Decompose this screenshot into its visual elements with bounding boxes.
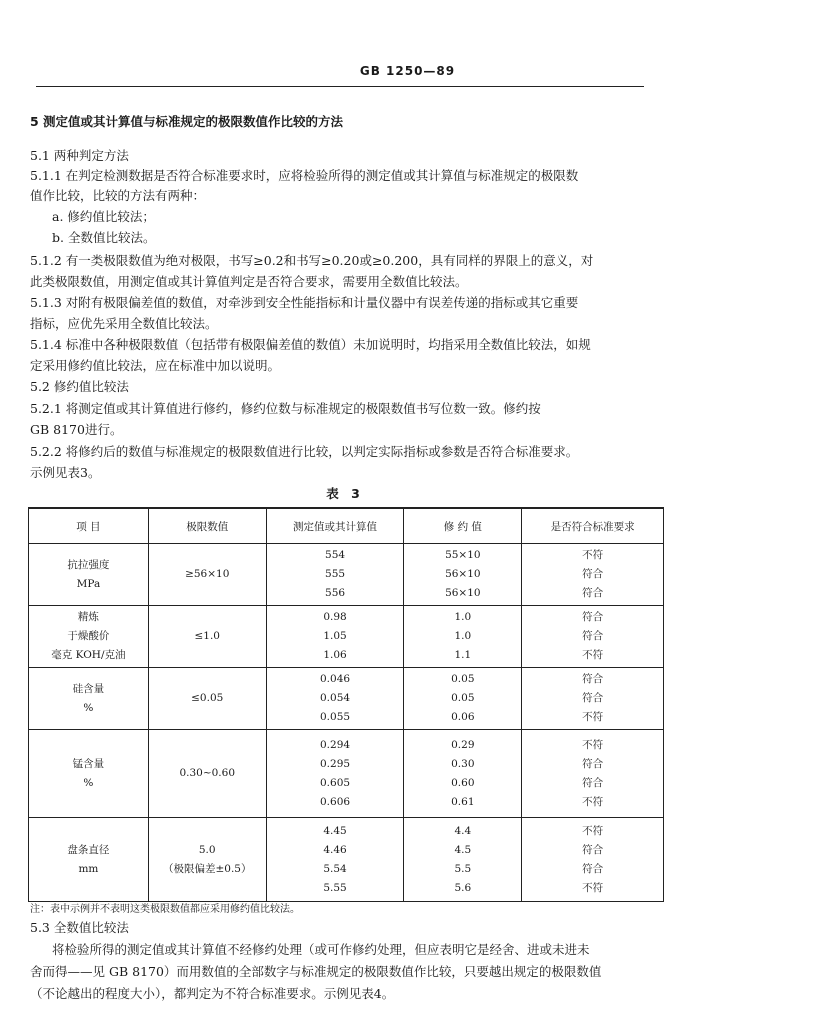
result-value: 符合 <box>582 673 604 685</box>
col-header-rounded: 修 约 值 <box>404 508 522 544</box>
para-5-1-1-line1: 5.1.1 在判定检测数据是否符合标准要求时，应将检验所得的测定值或其计算值与标准规定的极限数 <box>30 168 579 183</box>
row-rounded <box>404 818 522 902</box>
measured-value: 5.55 <box>323 881 347 894</box>
measured-value: 0.295 <box>320 757 351 770</box>
para-5-2-1-line2: GB 8170进行。 <box>30 422 123 437</box>
table-row <box>29 668 664 730</box>
row-limit <box>148 730 266 818</box>
result-value: 符合 <box>582 568 604 580</box>
section-5-3-title: 5.3 全数值比较法 <box>30 920 129 935</box>
measured-value: 555 <box>325 568 346 580</box>
item-name: 精炼 <box>77 611 99 623</box>
col-header-limit: 极限数值 <box>148 508 266 544</box>
col-header-result: 是否符合标准要求 <box>522 508 664 544</box>
limit-value: ≤0.05 <box>191 692 224 704</box>
result-value: 不符 <box>582 549 604 561</box>
table-3-note: 注：表中示例并不表明这类极限数值都应采用修约值比较法。 <box>30 904 300 915</box>
row-item <box>29 668 149 730</box>
result-value: 符合 <box>582 611 604 623</box>
rounded-value: 4.5 <box>454 843 472 856</box>
result-value: 不符 <box>582 738 604 751</box>
rounded-value: 5.6 <box>454 881 472 894</box>
para-5-1-1-line2: 值作比较，比较的方法有两种： <box>30 188 206 203</box>
measured-value: 0.98 <box>323 611 347 623</box>
measured-value: 1.06 <box>323 649 347 661</box>
page-header-code: GB 1250—89 <box>359 64 456 78</box>
rounded-value: 0.29 <box>451 738 475 751</box>
result-value: 符合 <box>582 843 604 856</box>
rounded-value: 1.0 <box>454 630 472 642</box>
row-limit <box>148 544 266 606</box>
item-unit: MPa <box>76 577 101 590</box>
measured-value: 0.046 <box>320 673 351 685</box>
para-5-1-3-line1: 5.1.3 对附有极限偏差值的数值，对牵涉到安全性能指标和计量仪器中有误差传递的指标或其它重要 <box>30 295 579 310</box>
row-rounded <box>404 544 522 606</box>
row-measured <box>266 606 404 668</box>
row-limit <box>148 818 266 902</box>
rounded-value: 1.0 <box>454 611 472 623</box>
row-item <box>29 544 149 606</box>
row-result <box>522 544 664 606</box>
limit-value: ≤1.0 <box>194 630 220 642</box>
col-header-item: 项 目 <box>29 508 149 544</box>
rounded-value: 0.06 <box>451 711 475 723</box>
result-value: 不符 <box>582 649 604 661</box>
header-rule <box>36 86 644 87</box>
measured-value: 5.54 <box>323 862 347 875</box>
measured-value: 0.054 <box>320 692 351 704</box>
measured-value: 0.055 <box>320 711 351 723</box>
result-value: 符合 <box>582 757 604 770</box>
measured-value: 4.45 <box>323 824 347 837</box>
row-measured <box>266 668 404 730</box>
measured-value: 556 <box>325 587 346 599</box>
rounded-value: 56×10 <box>445 568 481 580</box>
result-value: 符合 <box>582 630 604 642</box>
row-measured <box>266 818 404 902</box>
section-5-2-title: 5.2 修约值比较法 <box>30 379 129 394</box>
item-name: 锰含量 <box>72 757 105 770</box>
row-measured <box>266 730 404 818</box>
item-name: 硅含量 <box>72 682 105 695</box>
result-value: 不符 <box>582 795 604 808</box>
rounded-value: 55×10 <box>445 549 481 561</box>
row-rounded <box>404 606 522 668</box>
para-5-3-line3: （不论越出的程度大小），都判定为不符合标准要求。示例见表4。 <box>30 986 395 1001</box>
result-value: 符合 <box>582 692 604 704</box>
result-value: 不符 <box>582 711 604 723</box>
para-5-3-line1: 将检验所得的测定值或其计算值不经修约处理（或可作修约处理，但应表明它是经舍、进或未进未 <box>52 942 590 957</box>
result-value: 不符 <box>582 824 604 837</box>
measured-value: 554 <box>325 549 346 561</box>
para-5-1-2-line1: 5.1.2 有一类极限数值为绝对极限，书写≥0.2和书写≥0.20或≥0.200，具有同样的界限上的意义，对 <box>30 253 594 268</box>
limit-value: ≥56×10 <box>185 568 230 580</box>
para-5-2-2-line2: 示例见表3。 <box>30 465 101 480</box>
item-name: 抗拉强度 <box>67 558 110 571</box>
table-row <box>29 730 664 818</box>
rounded-value: 0.60 <box>451 776 475 789</box>
limit-value: 0.30~0.60 <box>179 767 235 779</box>
measured-value: 4.46 <box>323 843 347 856</box>
measured-value: 1.05 <box>323 630 347 642</box>
row-item <box>29 606 149 668</box>
rounded-value: 4.4 <box>454 824 472 837</box>
row-measured <box>266 544 404 606</box>
list-item-a: a. 修约值比较法； <box>52 209 155 224</box>
measured-value: 0.606 <box>320 795 351 808</box>
table-3 <box>28 507 664 902</box>
para-5-1-4-line1: 5.1.4 标准中各种极限数值（包括带有极限偏差值的数值）未加说明时，均指采用全数值比较法，如规 <box>30 337 591 352</box>
rounded-value: 0.61 <box>451 795 475 808</box>
para-5-1-2-line2: 此类极限数值，用测定值或其计算值判定是否符合要求，需要用全数值比较法。 <box>30 274 468 289</box>
row-rounded <box>404 730 522 818</box>
rounded-value: 0.30 <box>451 757 475 770</box>
result-value: 符合 <box>582 587 604 599</box>
result-value: 不符 <box>582 881 604 894</box>
row-limit <box>148 668 266 730</box>
list-item-b: b. 全数值比较法。 <box>52 230 156 245</box>
item-unit: 毫克 KOH/克油 <box>51 649 126 661</box>
table-row <box>29 606 664 668</box>
rounded-value: 0.05 <box>451 673 475 685</box>
row-item <box>29 818 149 902</box>
rounded-value: 1.1 <box>454 649 472 661</box>
para-5-3-line2: 舍而得——见 GB 8170）而用数值的全部数字与标准规定的极限数值作比较，只要越出规定的极限数值 <box>30 964 602 979</box>
col-header-measured: 测定值或其计算值 <box>266 508 404 544</box>
limit-tolerance: （极限偏差±0.5） <box>162 862 252 875</box>
table-row <box>29 544 664 606</box>
result-value: 符合 <box>582 776 604 789</box>
row-result <box>522 606 664 668</box>
measured-value: 0.294 <box>320 738 351 751</box>
item-name: 盘条直径 <box>67 843 110 856</box>
item-unit: % <box>83 776 94 789</box>
section-5-heading: 5 测定值或其计算值与标准规定的极限数值作比较的方法 <box>30 114 344 129</box>
table-row <box>29 818 664 902</box>
row-rounded <box>404 668 522 730</box>
limit-value: 5.0 <box>198 843 216 856</box>
row-limit <box>148 606 266 668</box>
item-unit: mm <box>78 862 99 875</box>
result-value: 符合 <box>582 862 604 875</box>
row-result <box>522 730 664 818</box>
item-unit: % <box>83 701 94 714</box>
rounded-value: 0.05 <box>451 692 475 704</box>
section-5-1-title: 5.1 两种判定方法 <box>30 148 129 163</box>
measured-value: 0.605 <box>320 776 351 789</box>
para-5-1-4-line2: 定采用修约值比较法，应在标准中加以说明。 <box>30 358 281 373</box>
item-name: 于燥酸价 <box>67 630 110 642</box>
row-result <box>522 818 664 902</box>
row-item <box>29 730 149 818</box>
row-result <box>522 668 664 730</box>
rounded-value: 56×10 <box>445 587 481 599</box>
para-5-2-1-line1: 5.2.1 将测定值或其计算值进行修约，修约位数与标准规定的极限数值书写位数一致。修约按 <box>30 401 541 416</box>
para-5-2-2-line1: 5.2.2 将修约后的数值与标准规定的极限数值进行比较，以判定实际指标或参数是否符合标准要求。 <box>30 444 579 459</box>
table-3-caption: 表 3 <box>326 486 364 501</box>
para-5-1-3-line2: 指标，应优先采用全数值比较法。 <box>30 316 218 331</box>
rounded-value: 5.5 <box>454 862 472 875</box>
